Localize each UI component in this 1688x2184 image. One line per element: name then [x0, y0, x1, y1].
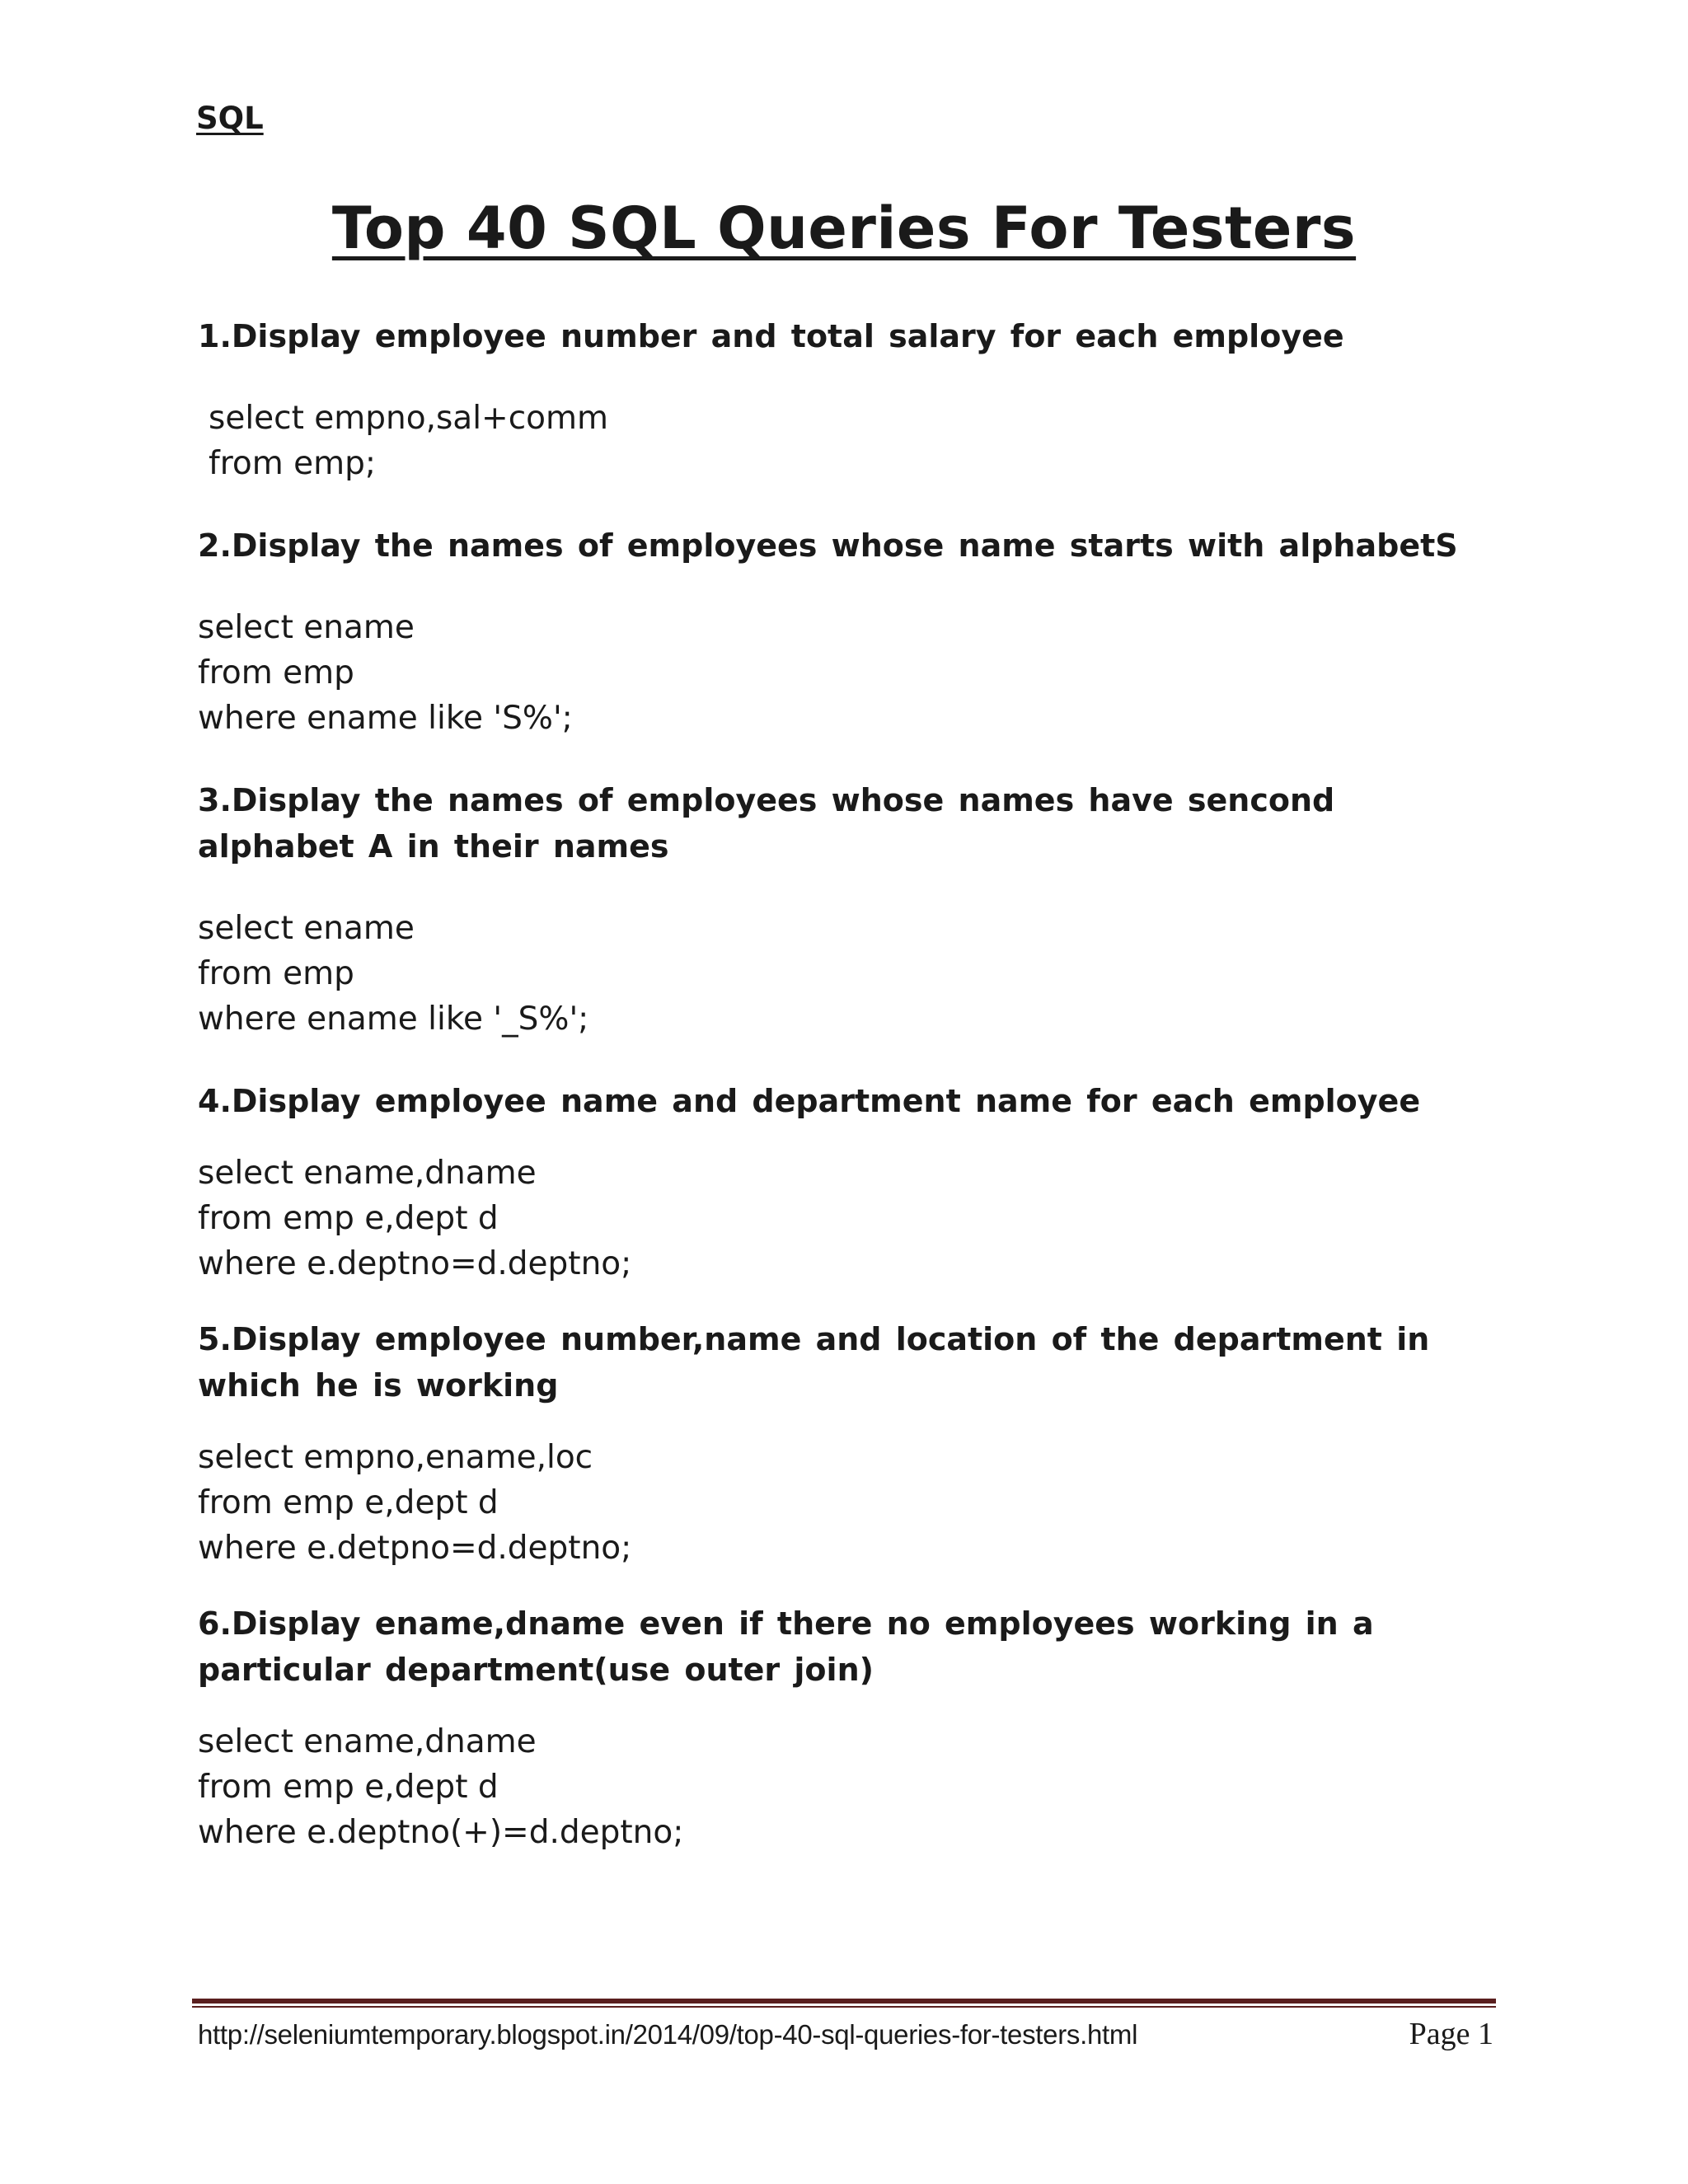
code-line: where e.deptno=d.deptno;: [198, 1245, 632, 1282]
code-line: select ename,dname: [198, 1155, 537, 1192]
query-code: [198, 1151, 1517, 1286]
query-item: [198, 313, 1517, 486]
code-line: select ename,dname: [198, 1723, 537, 1760]
code-line: select ename: [198, 910, 415, 947]
document-title: Top 40 SQL Queries For Testers: [331, 194, 1357, 262]
code-line: select empno,ename,loc: [198, 1439, 593, 1476]
code-line: from emp;: [209, 445, 377, 482]
query-item: [198, 1601, 1517, 1855]
section-heading: SQL: [196, 101, 264, 136]
code-line: where e.deptno(+)=d.deptno;: [198, 1814, 684, 1851]
code-line: from emp: [198, 654, 354, 691]
code-line: from emp e,dept d: [198, 1484, 499, 1521]
code-line: select ename: [198, 609, 415, 646]
code-line: select empno,sal+comm: [209, 400, 609, 437]
query-question: 1.Display employee number and total salary for each employee: [198, 318, 1344, 354]
query-code: [198, 1435, 1517, 1571]
query-question: 2.Display the names of employees whose name starts with alphabetS: [198, 527, 1458, 564]
query-question: 6.Display ename,dname even if there no employees working in a particular department(use outer join): [198, 1605, 1374, 1688]
query-item: [198, 1316, 1517, 1571]
query-question: 3.Display the names of employees whose names have sencond alphabet A in their names: [198, 782, 1335, 865]
query-question: 5.Display employee number,name and location of the department in which he is working: [198, 1321, 1430, 1404]
page-number: Page 1: [1409, 2017, 1493, 2051]
query-item: [198, 777, 1517, 1042]
query-code: [198, 906, 1517, 1042]
query-code: [209, 396, 1517, 486]
code-line: where ename like '_S%';: [198, 1001, 589, 1038]
query-code: [198, 1719, 1517, 1855]
footer-divider: [192, 1999, 1496, 2008]
code-line: from emp e,dept d: [198, 1200, 499, 1237]
code-line: from emp e,dept d: [198, 1769, 499, 1806]
code-line: where ename like 'S%';: [198, 700, 573, 737]
code-line: from emp: [198, 955, 354, 992]
query-code: [198, 605, 1517, 741]
query-question: 4.Display employee name and department name for each employee: [198, 1083, 1421, 1119]
query-item: [198, 1078, 1517, 1286]
footer-url: http://seleniumtemporary.blogspot.in/2014/09/top-40-sql-queries-for-testers.html: [198, 2019, 1138, 2050]
query-list: [198, 313, 1517, 1855]
query-item: [198, 523, 1517, 741]
code-line: where e.detpno=d.deptno;: [198, 1530, 632, 1567]
